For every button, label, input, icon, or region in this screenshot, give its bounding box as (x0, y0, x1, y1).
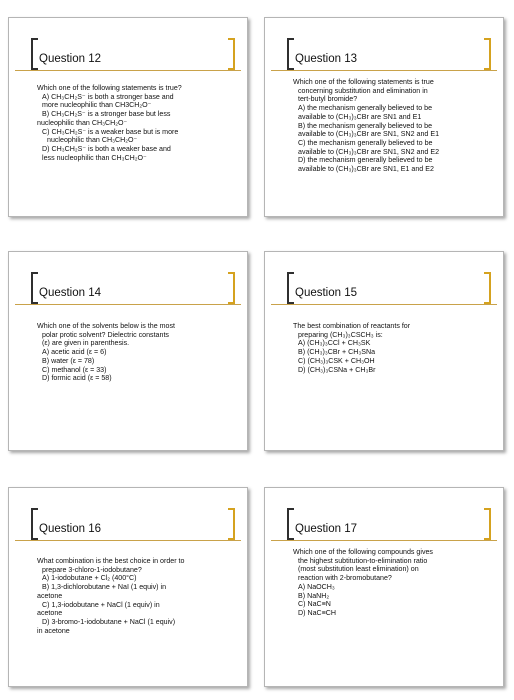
question-line: B) (CH₃)₃CBr + CH₃SNa (298, 348, 376, 357)
question-line: D) 3-bromo-1-iodobutane + NaCl (1 equiv) (42, 617, 176, 626)
question-line: A) CH₃CH₂S⁻ is both a stronger base and (42, 92, 174, 101)
question-line: B) water (ε = 78) (42, 356, 95, 365)
question-line: A) the mechanism generally believed to be (298, 104, 433, 113)
question-line: D) NaC≡CH (298, 608, 337, 617)
question-line: available to (CH₃)₃CBr are SN1, SN2 and E1 (298, 130, 440, 139)
question-line: The best combination of reactants for (293, 322, 411, 330)
question-line: D) formic acid (ε = 58) (42, 374, 112, 383)
left-bracket-decoration (287, 38, 294, 70)
slide-question-16 (8, 487, 248, 687)
question-line: A) 1-iodobutane + Cl₂ (400°C) (42, 574, 137, 583)
slide-body (293, 322, 493, 374)
slide-question-13 (264, 17, 504, 217)
question-line: prepare 3-chloro-1-iodobutane? (42, 565, 142, 574)
question-line: concerning substitution and elimination in (298, 86, 428, 95)
question-line: nucleophilic than CH₃CH₂O⁻ (47, 136, 138, 145)
slide-question-14 (8, 251, 248, 451)
question-line: A) NaOCH₃ (298, 582, 335, 591)
question-line: available to (CH₃)₃CBr are SN1, SN2 and E2 (298, 147, 440, 156)
left-bracket-decoration (31, 38, 38, 70)
title-rule (15, 304, 241, 305)
question-line: tert-butyl bromide? (298, 95, 358, 104)
right-bracket-decoration (484, 272, 491, 304)
question-line: D) (CH₃)₃CSNa + CH₃Br (298, 365, 376, 374)
question-line: C) NaC≡N (298, 600, 331, 609)
question-line: (most substitution least elimination) on (298, 565, 419, 574)
left-bracket-decoration (31, 508, 38, 540)
left-bracket-decoration (287, 272, 294, 304)
question-line: B) NaNH₂ (298, 591, 330, 600)
question-line: D) CH₃CH₂S⁻ is both a weaker base and (42, 144, 171, 153)
question-line: Which one of the solvents below is the most (37, 322, 176, 330)
question-line: Which one of the following statements is true (293, 78, 434, 86)
slide-body (293, 548, 493, 618)
question-line: Which one of the following statements is true? (37, 84, 182, 92)
question-line: (ε) are given in parenthesis. (42, 339, 130, 348)
question-line: D) the mechanism generally believed to be (298, 156, 433, 165)
question-line: more nucleophilic than CH3CH₂O⁻ (42, 101, 152, 110)
slide-title: Question 17 (295, 523, 358, 535)
question-line: B) 1,3-dichlorobutane + NaI (1 equiv) in (42, 583, 167, 592)
slide-body (293, 78, 493, 174)
slide-title: Question 16 (39, 523, 102, 535)
title-rule (15, 70, 241, 71)
question-line: C) 1,3-iodobutane + NaCl (1 equiv) in (42, 600, 160, 609)
question-line: A) acetic acid (ε = 6) (42, 348, 107, 357)
slide-body (37, 84, 237, 162)
right-bracket-decoration (228, 272, 235, 304)
slide-body (37, 557, 237, 635)
slide-title: Question 12 (39, 53, 102, 65)
title-rule (271, 70, 497, 71)
title-rule (15, 540, 241, 541)
question-line: less nucleophilic than CH₃CH₂O⁻ (42, 153, 147, 162)
question-line: preparing (CH₃)₃CSCH₃ is: (298, 330, 383, 339)
question-line: acetone (37, 591, 63, 600)
title-rule (271, 304, 497, 305)
question-line: C) methanol (ε = 33) (42, 365, 107, 374)
slide-body (37, 322, 237, 383)
question-line: B) the mechanism generally believed to be (298, 121, 433, 130)
question-line: C) the mechanism generally believed to be (298, 138, 433, 147)
question-line: polar protic solvent? Dielectric constants (42, 330, 169, 339)
question-line: acetone (37, 609, 63, 618)
question-line: Which one of the following compounds gives (293, 548, 433, 556)
slide-question-15 (264, 251, 504, 451)
question-line: nucleophilic than CH₃CH₂O⁻ (37, 118, 128, 127)
question-line: available to (CH₃)₃CBr are SN1, E1 and E2 (298, 165, 434, 174)
right-bracket-decoration (484, 508, 491, 540)
left-bracket-decoration (31, 272, 38, 304)
question-line: the highest subtitution-to-elimination ratio (298, 556, 428, 565)
slide-title: Question 13 (295, 53, 358, 65)
question-line: reaction with 2-bromobutane? (298, 574, 392, 583)
question-line: available to (CH₃)₃CBr are SN1 and E1 (298, 112, 422, 121)
slide-question-12 (8, 17, 248, 217)
slide-title: Question 14 (39, 287, 102, 299)
slide-title: Question 15 (295, 287, 358, 299)
right-bracket-decoration (228, 38, 235, 70)
question-line: C) CH₃CH₂S⁻ is a weaker base but is more (42, 127, 179, 136)
question-line: C) (CH₃)₃CSK + CH₃OH (298, 356, 375, 365)
question-line: A) (CH₃)₃CCl + CH₃SK (298, 339, 371, 348)
question-line: in acetone (37, 626, 70, 635)
title-rule (271, 540, 497, 541)
left-bracket-decoration (287, 508, 294, 540)
right-bracket-decoration (228, 508, 235, 540)
slide-question-17 (264, 487, 504, 687)
question-line: What combination is the best choice in order to (37, 557, 185, 565)
question-line: B) CH₃CH₂S⁻ is a stronger base but less (42, 110, 171, 119)
right-bracket-decoration (484, 38, 491, 70)
